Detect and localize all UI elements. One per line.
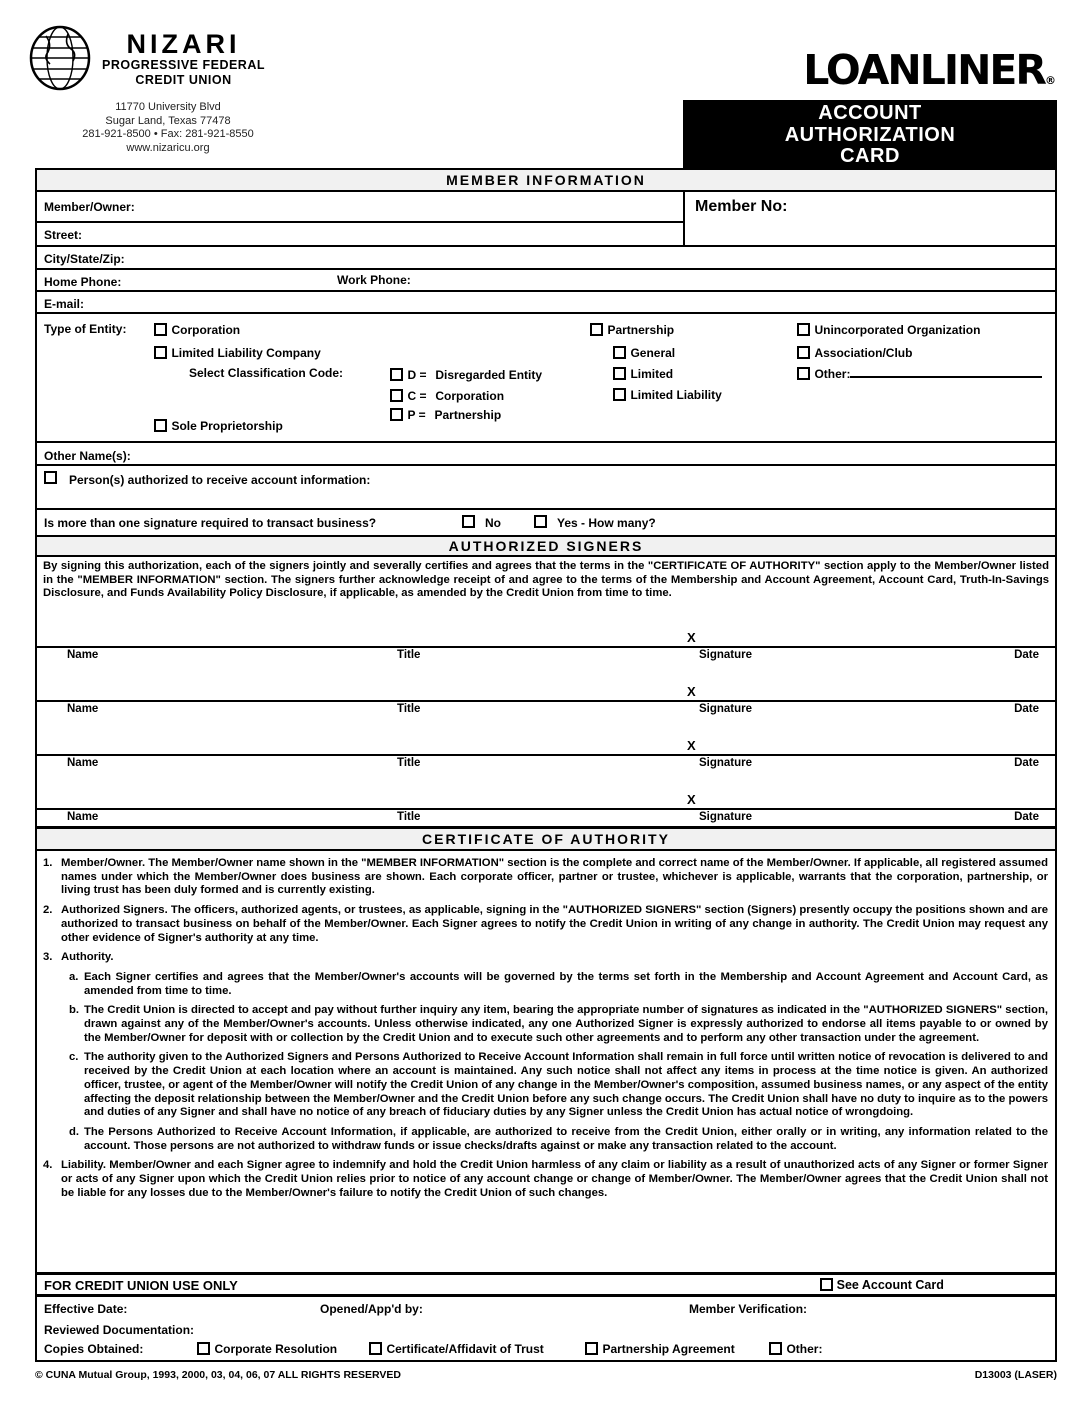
name-label: Name — [67, 811, 99, 823]
persons-authorized-row[interactable] — [37, 466, 1055, 510]
certificate-item-3c — [67, 1051, 1048, 1120]
signature-labels-row-4 — [37, 810, 1055, 826]
address-line1: 11770 University Blvd — [115, 101, 221, 113]
credit-union-logo-block — [28, 24, 318, 155]
account-authorization-form — [35, 168, 1057, 1362]
general-checkbox[interactable] — [613, 346, 626, 359]
phone-row[interactable] — [37, 270, 1055, 292]
corporation-label: Corporation — [171, 323, 241, 337]
signature-labels-row-1 — [37, 648, 1055, 662]
other-copies-label: Other: — [786, 1342, 823, 1356]
signature-line-3[interactable] — [37, 716, 1055, 756]
street-label: Street: — [44, 228, 83, 242]
item-letter: c. — [69, 1051, 79, 1064]
member-no-row[interactable] — [683, 192, 1055, 245]
signature-line-2[interactable] — [37, 662, 1055, 702]
class-c-label: Corporation — [435, 389, 505, 403]
limited-liability-checkbox[interactable] — [613, 388, 626, 401]
item-number: 2. — [43, 904, 53, 917]
class-p-checkbox[interactable] — [390, 408, 403, 421]
name-label: Name — [67, 649, 99, 661]
registered-mark: ® — [1045, 74, 1056, 87]
street-row[interactable] — [37, 223, 683, 245]
type-of-entity-section — [37, 314, 1055, 443]
llc-label: Limited Liability Company — [171, 346, 321, 360]
signature-labels-row-2 — [37, 702, 1055, 716]
limited-label: Limited — [630, 367, 674, 381]
yes-label: Yes - How many? — [557, 516, 656, 530]
signature-label: Signature — [699, 649, 753, 661]
city-state-zip-label: City/State/Zip: — [44, 252, 125, 266]
date-label: Date — [1014, 649, 1039, 661]
type-of-entity-label: Type of Entity: — [44, 322, 127, 336]
unincorporated-organization-label: Unincorporated Organization — [814, 323, 981, 337]
other-names-row[interactable] — [37, 443, 1055, 466]
corporate-resolution-checkbox[interactable] — [197, 1342, 210, 1355]
item-text: Member/Owner. The Member/Owner name shown in the "MEMBER INFORMATION" section is the complete and correct name of the Member/Owner. If applicable, all registered assumed names under which the Member/Owner does business are shown. Each corporate officer, partner or trustee, whichever is applicable, warrants that the corporation, partnership, or living trust has been duly formed and is currently existing. — [61, 857, 1048, 897]
authorized-signers-header: AUTHORIZED SIGNERS — [37, 537, 1055, 557]
certificate-item-1 — [41, 857, 1048, 898]
signers-agreement-text: By signing this authorization, each of the signers jointly and severally certifies and agrees that the terms in the "CERTIFICATE OF AUTHORITY" section apply to the Member/Owner listed in the "MEMBER INFORMATION" section. The signers further acknowledge receipt of and agree to the terms of the Membership and Account Agreement, Account Card, Truth-In-Savings Disclosure, and Funds Availability Policy Disclosure, if applicable, as amended by the Credit Union from time to time. — [43, 560, 1049, 600]
persons-authorized-label: Person(s) authorized to receive account information: — [69, 473, 371, 487]
member-information-header: MEMBER INFORMATION — [37, 170, 1055, 192]
website: www.nizaricu.org — [126, 141, 210, 154]
yes-checkbox[interactable] — [534, 515, 547, 528]
limited-checkbox[interactable] — [613, 367, 626, 380]
class-d-code: D = — [407, 368, 427, 382]
signature-x-2[interactable]: X — [687, 684, 696, 699]
item-letter: a. — [69, 970, 79, 983]
class-d-checkbox[interactable] — [390, 368, 403, 381]
llc-checkbox[interactable] — [154, 346, 167, 359]
item-text: Authority. — [61, 951, 114, 964]
item-text: The Persons Authorized to Receive Account Information, if applicable, are authorized to receive from the Credit Union, either orally or in writing, any information related to the account. Those persons are not authorized to withdraw funds or issue checks/drafts against or make any transaction related to the account. — [84, 1125, 1048, 1152]
copyright-text: © CUNA Mutual Group, 1993, 2000, 03, 04, 06, 07 ALL RIGHTS RESERVED — [35, 1369, 402, 1381]
member-verification-label: Member Verification: — [689, 1302, 808, 1316]
class-d-label: Disregarded Entity — [435, 368, 543, 382]
unincorporated-organization-checkbox[interactable] — [797, 323, 810, 336]
date-label: Date — [1014, 703, 1039, 715]
signature-x-1[interactable]: X — [687, 630, 696, 645]
item-text: Liability. Member/Owner and each Signer agree to indemnify and hold the Credit Union harmless of any claim or liability as a result of unauthorized acts of any Signer or former Signer or acts of any Signer upon which the Credit Union relies prior to notice of any account change or change of Member/Owner. The Member/Owner agrees that the Credit Union shall not be liable for any losses due to the Member/Owner's failure to notify the Credit Union of such changes. — [61, 1159, 1048, 1199]
signers-agreement-cell — [37, 557, 1055, 648]
title-label: Title — [397, 757, 421, 769]
signature-labels-row-3 — [37, 756, 1055, 770]
class-c-checkbox[interactable] — [390, 389, 403, 402]
certificate-item-3b — [67, 1004, 1048, 1045]
see-account-card-checkbox[interactable] — [820, 1278, 833, 1291]
credit-union-name-line3: CREDIT UNION — [135, 73, 232, 87]
item-number: 4. — [43, 1159, 53, 1172]
corporate-resolution-label: Corporate Resolution — [214, 1342, 338, 1356]
signature-question-row — [37, 510, 1055, 537]
card-title-line3: CARD — [840, 145, 900, 167]
credit-union-use-title: FOR CREDIT UNION USE ONLY — [44, 1278, 238, 1293]
globe-icon — [28, 24, 92, 97]
limited-liability-label: Limited Liability — [630, 388, 722, 402]
association-club-checkbox[interactable] — [797, 346, 810, 359]
address-line2: Sugar Land, Texas 77478 — [105, 114, 231, 127]
name-label: Name — [67, 703, 99, 715]
title-label: Title — [397, 649, 421, 661]
general-label: General — [630, 346, 676, 360]
association-club-label: Association/Club — [814, 346, 913, 360]
certificate-item-4 — [41, 1159, 1048, 1200]
no-checkbox[interactable] — [462, 515, 475, 528]
card-title-line2: AUTHORIZATION — [784, 123, 956, 146]
item-text: The Credit Union is directed to accept and pay without further inquiry any item, bearing the appropriate number of signatures as indicated in the "AUTHORIZED SIGNERS" section, drawn against any of the Member/Owner's accounts. Unless otherwise indicated, any one Authorized Signer is expressly authorized to endorse all items payable to or owned by the Member/Owner for deposit with or collection by the Credit Union and to execute such other agreements and to perform any other transaction under the agreement. — [84, 1004, 1048, 1044]
class-c-code: C = — [407, 389, 427, 403]
no-label: No — [485, 516, 501, 530]
other-entity-label: Other: — [814, 367, 851, 381]
item-number: 3. — [43, 951, 53, 964]
partnership-checkbox[interactable] — [590, 323, 603, 336]
date-label: Date — [1014, 757, 1039, 769]
signature-label: Signature — [699, 703, 753, 715]
certificate-item-3d — [67, 1126, 1048, 1153]
opened-by-label: Opened/App'd by: — [320, 1302, 423, 1316]
other-entity-write-line[interactable] — [850, 365, 1042, 378]
corporation-checkbox[interactable] — [154, 323, 167, 336]
signature-x-3[interactable]: X — [687, 738, 696, 753]
class-p-label: Partnership — [434, 408, 502, 422]
other-names-label: Other Name(s): — [44, 449, 131, 463]
item-letter: d. — [69, 1125, 80, 1138]
signature-question-label: Is more than one signature required to transact business? — [44, 516, 377, 530]
item-text: Authorized Signers. The officers, authorized agents, or trustees, as applicable, signing in the "AUTHORIZED SIGNERS" section (Signers) presently occupy the positions shown and are authorized to transact business on behalf of the Member/Owner. Each Signer agrees to notify the Credit Union in writing of any change in authority. The Credit Union may request any other evidence of Signer's authority at any time. — [61, 904, 1048, 944]
signature-label: Signature — [699, 757, 753, 769]
signature-line-4[interactable] — [37, 770, 1055, 810]
effective-date-label: Effective Date: — [44, 1302, 128, 1316]
home-phone-label: Home Phone: — [44, 275, 122, 289]
phone-fax: 281-921-8500 • Fax: 281-921-8550 — [82, 128, 254, 140]
card-title-line1: ACCOUNT — [818, 102, 922, 124]
item-text: Each Signer certifies and agrees that the Member/Owner's accounts will be governed by the terms set forth in the Membership and Account Agreement and Account Card, as amended from time to time. — [84, 970, 1048, 997]
credit-union-name-line2: PROGRESSIVE FEDERAL — [102, 58, 265, 72]
other-copies-checkbox[interactable] — [769, 1342, 782, 1355]
partnership-label: Partnership — [607, 323, 675, 337]
date-label: Date — [1014, 811, 1039, 823]
signature-label: Signature — [699, 811, 753, 823]
email-label: E-mail: — [44, 297, 85, 311]
certificate-item-3a — [67, 971, 1048, 998]
credit-union-use-row-2[interactable] — [37, 1319, 1055, 1338]
item-text: The authority given to the Authorized Signers and Persons Authorized to Receive Account Information shall remain in full force until written notice of revocation is delivered to and received by the Credit Union at each location where an account is maintained. Any such notice shall not affect any items in process at the time notice is given. An authorized officer, trustee, or agent of the Member/Owner will notify the Credit Union of any change in the Member/Owner's composition, assumed business names, or any aspect of the entity affecting the deposit relationship between the Member/Owner and the Credit Union before any such change occurs. The Credit Union shall have no duty to inquire as to the powers and duties of any Signer and shall have no notice of any breach of fiduciary duties by any Signer unless the Credit Union has actual notice of wrongdoing. — [84, 1051, 1048, 1119]
member-owner-row[interactable] — [37, 192, 683, 223]
email-row[interactable] — [37, 292, 1055, 314]
work-phone-label: Work Phone: — [337, 273, 411, 287]
certificate-affidavit-checkbox[interactable] — [369, 1342, 382, 1355]
class-p-code: P = — [407, 408, 426, 422]
credit-union-use-header — [37, 1275, 1055, 1297]
certificate-body — [37, 851, 1055, 1275]
certificate-of-authority-header: CERTIFICATE OF AUTHORITY — [37, 826, 1055, 851]
credit-union-name: NIZARI — [126, 29, 241, 59]
item-number: 1. — [43, 857, 53, 869]
item-letter: b. — [69, 1004, 80, 1017]
title-label: Title — [397, 703, 421, 715]
city-state-zip-row[interactable] — [37, 247, 1055, 270]
certificate-item-3 — [41, 951, 1048, 965]
sole-proprietorship-label: Sole Proprietorship — [171, 419, 283, 433]
classification-code-label: Select Classification Code: — [189, 366, 344, 380]
partnership-agreement-checkbox[interactable] — [585, 1342, 598, 1355]
other-entity-checkbox[interactable] — [797, 367, 810, 380]
form-number: D13003 (LASER) — [974, 1369, 1057, 1381]
partnership-agreement-label: Partnership Agreement — [602, 1342, 735, 1356]
name-label: Name — [67, 757, 99, 769]
member-owner-label: Member/Owner: — [44, 200, 135, 214]
credit-union-use-row-3 — [37, 1338, 1055, 1360]
certificate-item-2 — [41, 904, 1048, 945]
loanliner-logo: LOANLINER® — [803, 46, 1056, 94]
card-title — [683, 100, 1057, 168]
member-no-label: Member No: — [695, 198, 788, 215]
persons-authorized-checkbox[interactable] — [44, 471, 57, 484]
reviewed-documentation-label: Reviewed Documentation: — [44, 1323, 195, 1337]
credit-union-use-row-1[interactable] — [37, 1297, 1055, 1319]
sole-proprietorship-checkbox[interactable] — [154, 419, 167, 432]
title-label: Title — [397, 811, 421, 823]
copies-obtained-label: Copies Obtained: — [44, 1342, 144, 1356]
see-account-card-label: See Account Card — [836, 1278, 944, 1292]
signature-x-4[interactable]: X — [687, 792, 696, 807]
certificate-affidavit-label: Certificate/Affidavit of Trust — [386, 1342, 544, 1356]
